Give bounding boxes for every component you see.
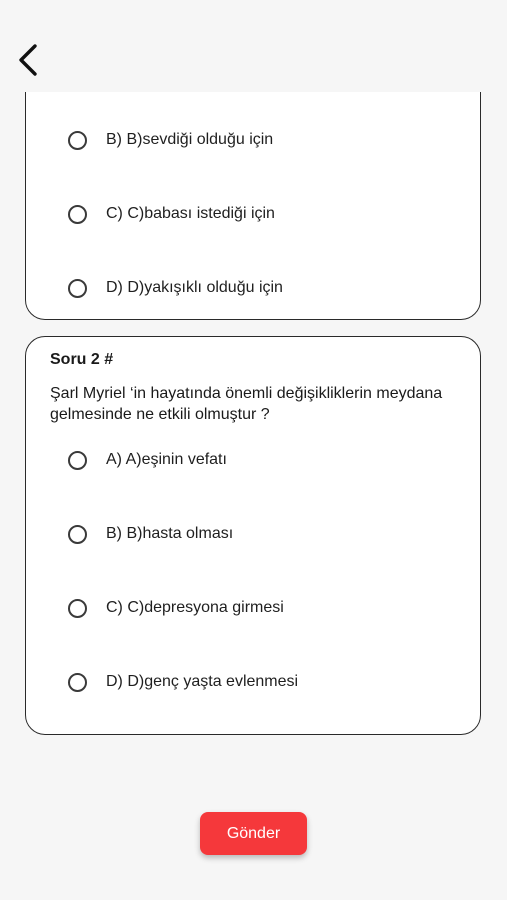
navigation-bar — [0, 26, 507, 92]
question-card-2 — [25, 336, 481, 735]
option-2b[interactable] — [68, 519, 233, 549]
option-label: C) C)babası istediği için — [106, 205, 275, 222]
option-label: A) A)eşinin vefatı — [106, 451, 227, 468]
option-2d[interactable] — [68, 667, 298, 697]
status-bar — [0, 0, 507, 26]
question-list[interactable] — [0, 92, 507, 792]
radio-button[interactable] — [68, 451, 87, 470]
radio-button[interactable] — [68, 205, 87, 224]
submit-button[interactable]: Gönder — [200, 812, 307, 855]
radio-button[interactable] — [68, 673, 87, 692]
option-label: D) D)genç yaşta evlenmesi — [106, 673, 299, 690]
question-title: Soru 2 # — [50, 351, 114, 368]
question-card-1 — [25, 92, 481, 320]
option-2a[interactable] — [68, 445, 227, 475]
option-1b[interactable] — [68, 125, 273, 155]
radio-button[interactable] — [68, 131, 87, 150]
option-label: C) C)depresyona girmesi — [106, 599, 284, 616]
option-1c[interactable] — [68, 199, 275, 229]
back-button[interactable] — [10, 40, 46, 80]
option-1d[interactable] — [68, 273, 283, 303]
radio-button[interactable] — [68, 599, 87, 618]
option-label: B) B)sevdiği olduğu için — [106, 131, 274, 148]
option-label: B) B)hasta olması — [106, 525, 234, 542]
radio-button[interactable] — [68, 279, 87, 298]
option-label: D) D)yakışıklı olduğu için — [106, 279, 283, 296]
chevron-left-icon — [16, 43, 40, 77]
option-2c[interactable] — [68, 593, 284, 623]
question-text: Şarl Myriel ‘in hayatında önemli değişikliklerin meydana gelmesinde ne etkili olmuştur ? — [50, 385, 443, 423]
radio-button[interactable] — [68, 525, 87, 544]
